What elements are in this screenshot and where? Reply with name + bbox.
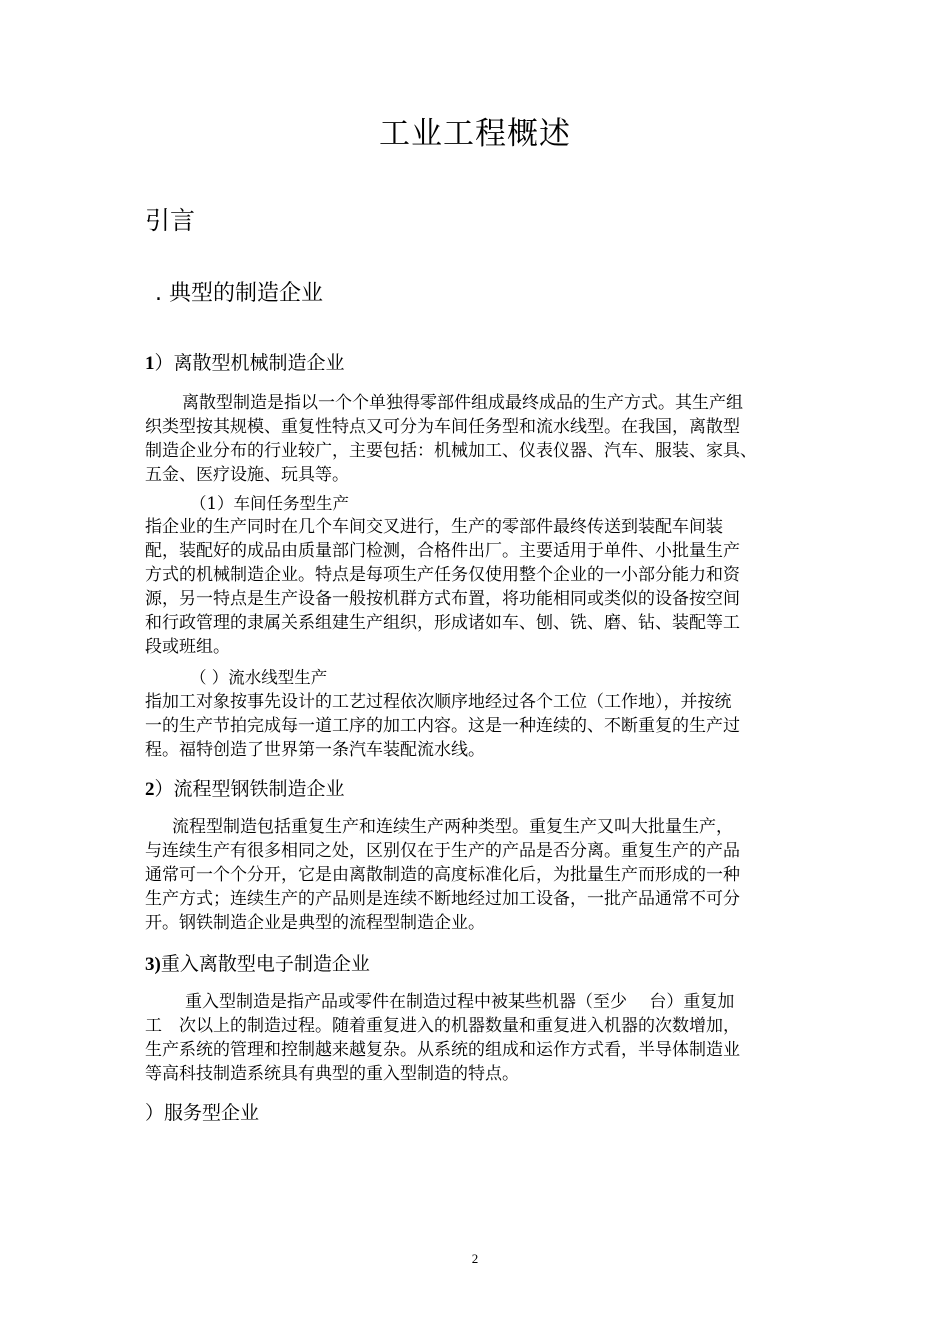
- subsection-text: ）流程型钢铁制造企业: [154, 778, 345, 800]
- paragraph-line: 生产系统的管理和控制越来越复杂。从系统的组成和运作方式看，半导体制造业: [145, 1040, 740, 1060]
- paragraph-line: 重入型制造是指产品或零件在制造过程中被某些机器（至少 台）重复加: [185, 992, 735, 1012]
- paragraph-line: 制造企业分布的行业较广，主要包括：机械加工、仪表仪器、汽车、服装、家具、: [145, 441, 757, 461]
- subsection-text: ）离散型机械制造企业: [154, 352, 345, 374]
- paragraph-line: 源，另一特点是生产设备一般按机群方式布置，将功能相同或类似的设备按空间: [145, 589, 740, 609]
- paragraph-line: 通常可一个个分开，它是由离散制造的高度标准化后，为批量生产而形成的一种: [145, 865, 740, 885]
- paragraph-line: 生产方式；连续生产的产品则是连续不断地经过加工设备，一批产品通常不可分: [145, 889, 740, 909]
- paragraph-line: 五金、医疗设施、玩具等。: [145, 465, 349, 485]
- subsection-heading-4: [145, 1098, 259, 1125]
- subsection-text: ）服务型企业: [145, 1102, 260, 1124]
- paragraph-line: 织类型按其规模、重复性特点又可分为车间任务型和流水线型。在我国，离散型: [145, 417, 740, 437]
- paragraph-line: 等高科技制造系统具有典型的重入型制造的特点。: [145, 1064, 519, 1084]
- page-title: 工业工程概述: [379, 116, 571, 152]
- intro-heading: 引言: [145, 206, 196, 235]
- paragraph-line: 程。福特创造了世界第一条汽车装配流水线。: [145, 740, 485, 760]
- subsection-number: 2: [145, 779, 155, 800]
- paragraph-reentrant: [145, 990, 815, 1086]
- page-number: 2: [471, 1251, 479, 1266]
- paragraph-line: 指加工对象按事先设计的工艺过程依次顺序地经过各个工位（工作地），并按统: [145, 692, 732, 712]
- paragraph-line: 离散型制造是指以一个个单独得零部件组成最终成品的生产方式。其生产组: [182, 393, 743, 413]
- subsection-number: 1: [145, 353, 155, 374]
- subsection-heading-3: [145, 949, 370, 976]
- paragraph-workshop: [145, 515, 815, 659]
- section-heading: . 典型的制造企业: [155, 281, 323, 306]
- paragraph-line: 和行政管理的隶属关系组建生产组织，形成诸如车、刨、铣、磨、钻、装配等工: [145, 613, 740, 633]
- paragraph-discrete: [145, 391, 815, 487]
- paragraph-line: 工 次以上的制造过程。随着重复进入的机器数量和重复进入机器的次数增加，: [145, 1016, 740, 1036]
- paragraph-line: 流程型制造包括重复生产和连续生产两种类型。重复生产又叫大批量生产，: [172, 817, 733, 837]
- subsection-number: 3): [145, 954, 161, 975]
- subsection-heading-2: [145, 774, 345, 801]
- paragraph-line: 方式的机械制造企业。特点是每项生产任务仅使用整个企业的一小部分能力和资: [145, 565, 740, 585]
- item-label-workshop: （1）车间任务型生产: [190, 494, 349, 513]
- paragraph-line: 段或班组。: [145, 637, 230, 657]
- subsection-heading-1: [145, 348, 345, 375]
- item-label-flowline: （ ）流水线型生产: [190, 668, 328, 687]
- paragraph-line: 一的生产节拍完成每一道工序的加工内容。这是一种连续的、不断重复的生产过: [145, 716, 740, 736]
- paragraph-line: 指企业的生产同时在几个车间交叉进行，生产的零部件最终传送到装配车间装: [145, 517, 723, 537]
- subsection-text: 重入离散型电子制造企业: [160, 953, 370, 975]
- paragraph-line: 配，装配好的成品由质量部门检测，合格件出厂。主要适用于单件、小批量生产: [145, 541, 740, 561]
- paragraph-process: [145, 815, 815, 935]
- paragraph-flowline: [145, 690, 815, 762]
- paragraph-line: 开。钢铁制造企业是典型的流程型制造企业。: [145, 913, 485, 933]
- paragraph-line: 与连续生产有很多相同之处，区别仅在于生产的产品是否分离。重复生产的产品: [145, 841, 740, 861]
